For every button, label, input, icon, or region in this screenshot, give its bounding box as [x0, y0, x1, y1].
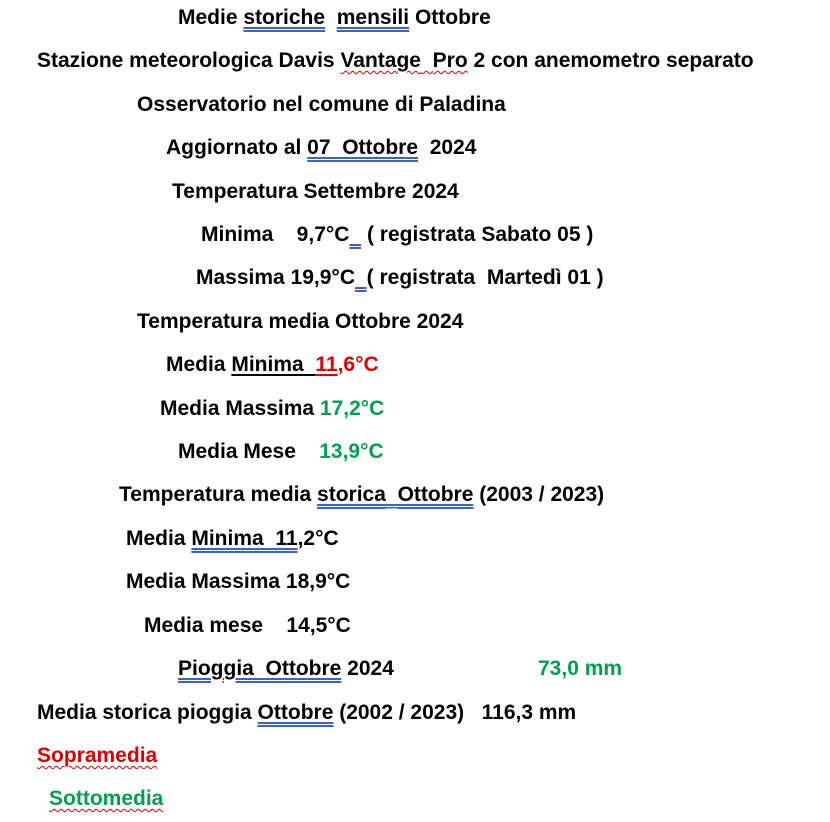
- min-value: Minima 9,7°C: [201, 223, 350, 246]
- updated-year: 2024: [418, 136, 477, 159]
- rain-hist-value: (2002 / 2023) 116,3 mm: [333, 701, 577, 724]
- title-storiche: storiche: [243, 6, 326, 29]
- current-min-label: Media: [166, 353, 232, 376]
- min-note: ( registrata Sabato 05 ): [361, 223, 594, 246]
- rain-hist-line: [37, 700, 576, 726]
- title-gap: [325, 6, 337, 29]
- rain-hist-label: Media storica pioggia: [37, 701, 258, 724]
- historic-heading-storica: storica: [317, 483, 386, 506]
- updated-label: Aggiornato al: [166, 136, 308, 159]
- current-min-word: Minima: [231, 353, 304, 376]
- updated-line: [166, 135, 476, 161]
- historic-heading-month: Ottobre: [397, 483, 474, 506]
- station-text: Stazione meteorologica Davis: [37, 49, 341, 72]
- station-pro: Pro: [432, 49, 468, 72]
- max-line: [196, 265, 604, 291]
- max-gap: [355, 266, 367, 289]
- current-max-label: Media Massima: [160, 397, 320, 420]
- updated-date: 07 Ottobre: [307, 136, 419, 159]
- current-month-line: [178, 439, 384, 465]
- max-note: ( registrata Martedì 01 ): [366, 266, 604, 289]
- title-mensili: mensili: [336, 6, 410, 29]
- current-min-gap: [304, 353, 316, 376]
- station-line: [37, 48, 754, 74]
- min-gap: [349, 223, 361, 246]
- legend-below: [49, 786, 163, 812]
- rain-gap: [254, 657, 266, 680]
- title-text: Medie: [178, 6, 244, 29]
- historic-min-label: Media: [126, 527, 192, 550]
- legend-above-text: Sopramedia: [37, 744, 158, 767]
- rain-value: 73,0 mm: [538, 657, 623, 680]
- min-line: [201, 222, 593, 248]
- title-line: [178, 5, 491, 31]
- legend-below-text: Sottomedia: [49, 787, 164, 810]
- current-min-line: [166, 352, 379, 378]
- current-month-value: 13,9°C: [319, 440, 384, 463]
- historic-heading-gap: [386, 483, 398, 506]
- temp-avg-heading: Temperatura media Ottobre 2024: [137, 310, 464, 333]
- historic-heading-text: Temperatura media: [119, 483, 318, 506]
- rain-line: [178, 656, 394, 682]
- observatory-line: Osservatorio nel comune di Paladina: [137, 93, 506, 116]
- current-min-value-a: 11: [315, 353, 338, 376]
- historic-max-line: Media Massima 18,9°C: [126, 570, 351, 593]
- rain-label: Pioggia: [178, 657, 254, 680]
- current-max-line: [160, 396, 384, 422]
- historic-min-value: ,2°C: [297, 527, 339, 550]
- title-month: Ottobre: [409, 6, 491, 29]
- rain-year: 2024: [341, 657, 394, 680]
- current-max-value: 17,2°C: [319, 397, 385, 420]
- historic-heading: [119, 482, 604, 508]
- station-rest: 2 con anemometro separato: [467, 49, 754, 72]
- current-month-label: Media Mese: [178, 440, 320, 463]
- rain-month: Ottobre: [265, 657, 342, 680]
- max-value: Massima 19,9°C: [196, 266, 355, 289]
- historic-min-line: [126, 526, 339, 552]
- station-gap: [421, 49, 433, 72]
- historic-heading-years: (2003 / 2023): [473, 483, 605, 506]
- station-vantage: Vantage: [340, 49, 421, 72]
- current-min-value-b: ,6°C: [337, 353, 379, 376]
- legend-above: [37, 743, 157, 769]
- temp-month-heading: Temperatura Settembre 2024: [172, 180, 459, 203]
- historic-min-word: Minima 11: [191, 527, 298, 550]
- historic-month-line: Media mese 14,5°C: [144, 614, 351, 637]
- rain-hist-month: Ottobre: [257, 701, 334, 724]
